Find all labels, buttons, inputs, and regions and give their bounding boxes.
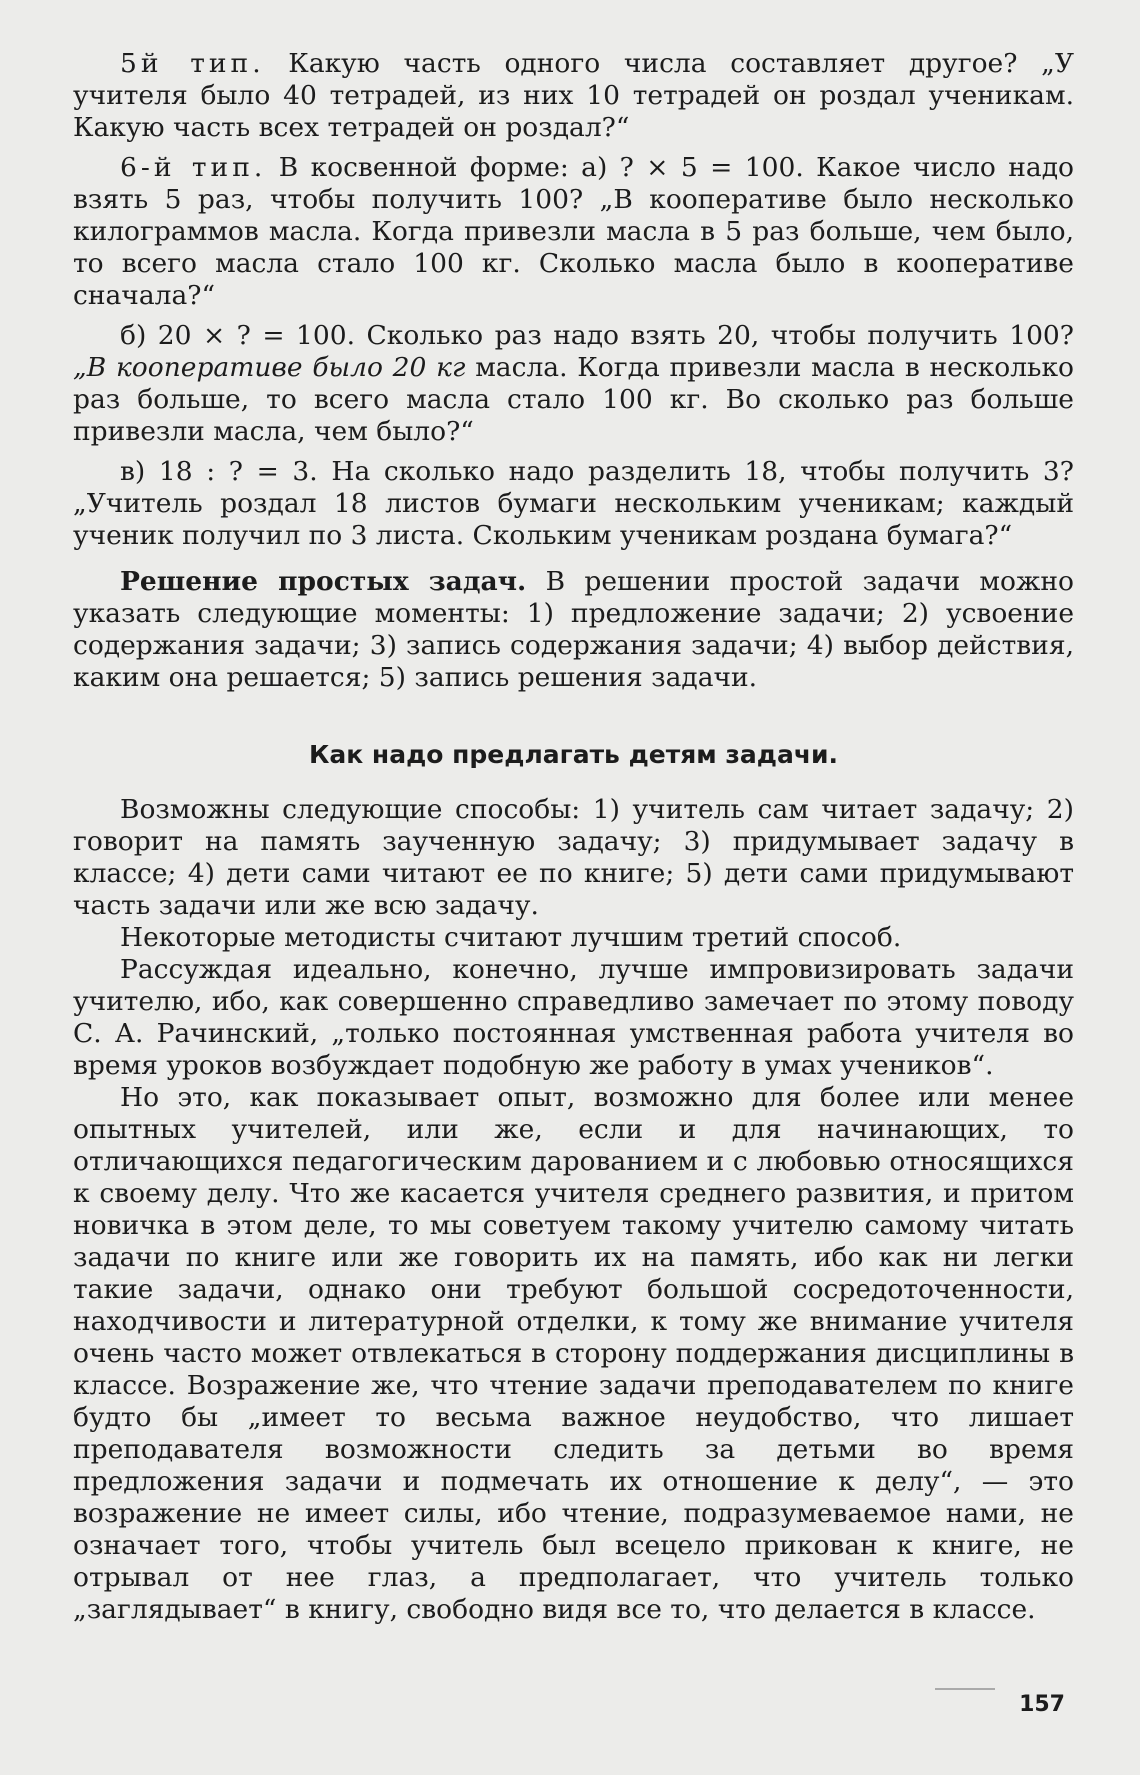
type-6-text: В косвенной форме: а) ? × 5 = 100. Какое число надо взять 5 раз, чтобы получить 100? „В кооперативе было несколько килограммов масла. Когда привезли масла в 5 раз больше, чем было, то всего масла стало 100 кг. Сколько масла было в кооперативе сначала?“ xyxy=(73,152,1075,311)
paragraph-type-5 xyxy=(73,48,1074,144)
body-text-block xyxy=(73,794,1074,1626)
paragraph-type-6b xyxy=(73,320,1074,448)
paragraph-type-6 xyxy=(73,152,1074,312)
body-paragraph-1: Возможны следующие способы: 1) учитель сам читает задачу; 2) говорит на память заученную задачу; 3) придумывает задачу в классе; 4) дети сами читают ее по книге; 5) дети сами придумывают часть задачи или же всю задачу. xyxy=(73,794,1074,921)
body-paragraph-3: Рассуждая идеально, конечно, лучше импровизировать задачи учителю, ибо, как совершенно справедливо замечает по этому поводу С. А. Рачинский, „только постоянная умственная работа учителя во время уроков возбуждает подобную же работу в умах учеников“. xyxy=(73,954,1074,1081)
page-number: 157 xyxy=(1019,1692,1065,1717)
solution-title: Решение простых задач. xyxy=(120,566,527,597)
paragraph-type-6c xyxy=(73,456,1074,552)
type-5-label: 5й тип. xyxy=(120,48,265,79)
type-6c-text: в) 18 : ? = 3. На сколько надо разделить 18, чтобы получить 3? „Учитель роздал 18 листов бумаги нескольким ученикам; каждый ученик получил по 3 листа. Скольким ученикам роздана бумага?“ xyxy=(73,456,1074,551)
section-heading: Как надо предлагать детям задачи. xyxy=(308,740,839,769)
body-paragraph-4: Но это, как показывает опыт, возможно для более или менее опытных учителей, или же, если и для начинающих, то отличающихся педагогическим дарованием и с любовью относящихся к своему делу. Что же касается учителя среднего развития, и притом новичка в этом деле, то мы советуем такому учителю самому читать задачи по книге или же говорить их на память, ибо как ни легки такие задачи, однако они требуют большой сосредоточенности, находчивости и литературной отделки, к тому же внимание учителя очень часто может отвлекаться в сторону поддержания дисциплины в классе. Возражение же, что чтение задачи преподавателем по книге будто бы „имеет то весьма важное неудобство, что лишает преподавателя возможности следить за детьми во время предложения задачи и подмечать их отношение к делу“, — это возражение не имеет силы, ибо чтение, подразумеваемое нами, не означает того, чтобы учитель был всецело прикован к книге, не отрывал от нее глаз, а предполагает, что учитель только „заглядывает“ в книгу, свободно видя все то, что делается в классе. xyxy=(73,1082,1074,1625)
type-6b-text-after: масла. Когда привезли масла в несколько раз больше, то всего масла стало 100 кг. Во сколько раз больше привезли масла, чем было?“ xyxy=(73,352,1074,447)
paragraph-solution xyxy=(73,566,1074,694)
bottom-divider xyxy=(935,1688,995,1690)
type-6b-italic: „В кооперативе было 20 кг xyxy=(73,352,466,383)
type-6-label: 6-й тип. xyxy=(120,152,267,183)
body-paragraph-2: Некоторые методисты считают лучшим третий способ. xyxy=(120,922,902,953)
type-6b-text-before: б) 20 × ? = 100. Сколько раз надо взять 20, чтобы получить 100? xyxy=(120,320,1074,351)
top-text-block xyxy=(73,48,1074,694)
type-5-text: Какую часть одного числа составляет другое? „У учителя было 40 тетрадей, из них 10 тетрадей он роздал ученикам. Какую часть всех тетрадей он роздал?“ xyxy=(73,48,1074,143)
solution-text: В решении простой задачи можно указать следующие моменты: 1) предложение задачи; 2) усвоение содержания задачи; 3) запись содержания задачи; 4) выбор действия, каким она решается; 5) запись решения задачи. xyxy=(73,566,1074,693)
